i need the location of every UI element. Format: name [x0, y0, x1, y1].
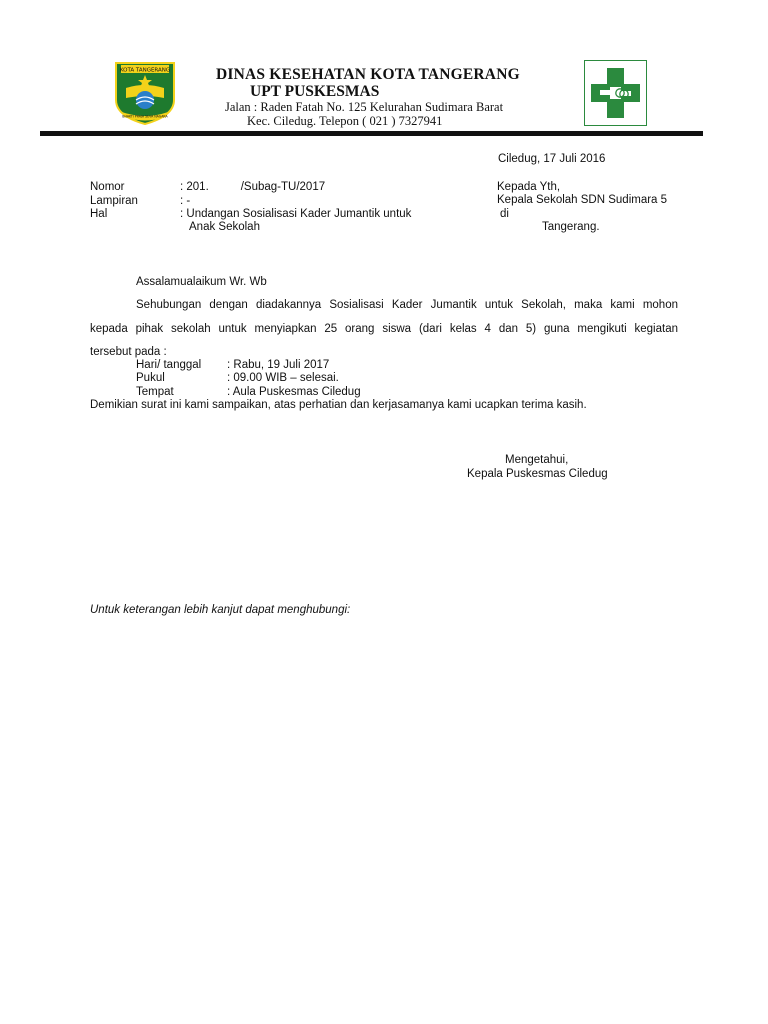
hal-value-line2: Anak Sekolah [189, 221, 260, 233]
logo-ribbon-text: BHAKTI PRAJA SEVA NAGARA [122, 114, 168, 119]
greeting: Assalamualaikum Wr. Wb [136, 276, 267, 288]
hal-value-line1: : Undangan Sosialisasi Kader Jumantik untuk [180, 208, 412, 220]
detail-value-date: : Rabu, 19 Juli 2017 [227, 359, 330, 371]
letter-date: Ciledug, 17 Juli 2016 [498, 153, 606, 165]
hal-label: Hal [90, 208, 108, 220]
contact-note: Untuk keterangan lebih kanjut dapat menghubungi: [90, 604, 351, 616]
letterhead-divider [40, 131, 703, 136]
paragraph-line-3: tersebut pada : [90, 346, 167, 358]
paragraph-line-2: kepada pihak sekolah untuk menyiapkan 25 orang siswa (dari kelas 4 dan 5) guna mengikuti kegiatan [90, 323, 678, 335]
detail-label-time: Pukul [136, 372, 165, 384]
detail-value-time: : 09.00 WIB – selesai. [227, 372, 339, 384]
detail-label-date: Hari/ tanggal [136, 359, 202, 371]
address-line-1: Jalan : Raden Fatah No. 125 Kelurahan Sudimara Barat [225, 100, 504, 114]
kota-tangerang-logo [110, 60, 180, 126]
lampiran-value: : - [180, 195, 191, 207]
logo-banner-text: KOTA TANGERANG [119, 67, 171, 74]
agency-name: DINAS KESEHATAN KOTA TANGERANG [216, 66, 520, 83]
puskesmas-cross-logo [584, 60, 647, 126]
nomor-label: Nomor [90, 181, 125, 193]
detail-label-place: Tempat [136, 386, 174, 398]
signature-title: Kepala Puskesmas Ciledug [467, 468, 608, 480]
address-line-2: Kec. Ciledug. Telepon ( 021 ) 7327941 [247, 114, 443, 128]
recipient-greeting: Kepada Yth, [497, 181, 561, 193]
lampiran-label: Lampiran [90, 195, 138, 207]
detail-value-place: : Aula Puskesmas Ciledug [227, 386, 361, 398]
recipient-di: di [500, 208, 509, 220]
recipient-title: Kepala Sekolah SDN Sudimara 5 [497, 194, 668, 206]
paragraph-line-1: Sehubungan dengan diadakannya Sosialisasi Kader Jumantik untuk Sekolah, maka kami mohon [136, 299, 678, 311]
unit-name: UPT PUSKESMAS [250, 83, 380, 100]
nomor-value: : 201. /Subag-TU/2017 [180, 181, 326, 193]
closing-sentence: Demikian surat ini kami sampaikan, atas perhatian dan kerjasamanya kami ucapkan terima kasih. [90, 399, 587, 411]
signature-line-1: Mengetahui, [505, 454, 569, 466]
recipient-city: Tangerang. [542, 221, 600, 233]
